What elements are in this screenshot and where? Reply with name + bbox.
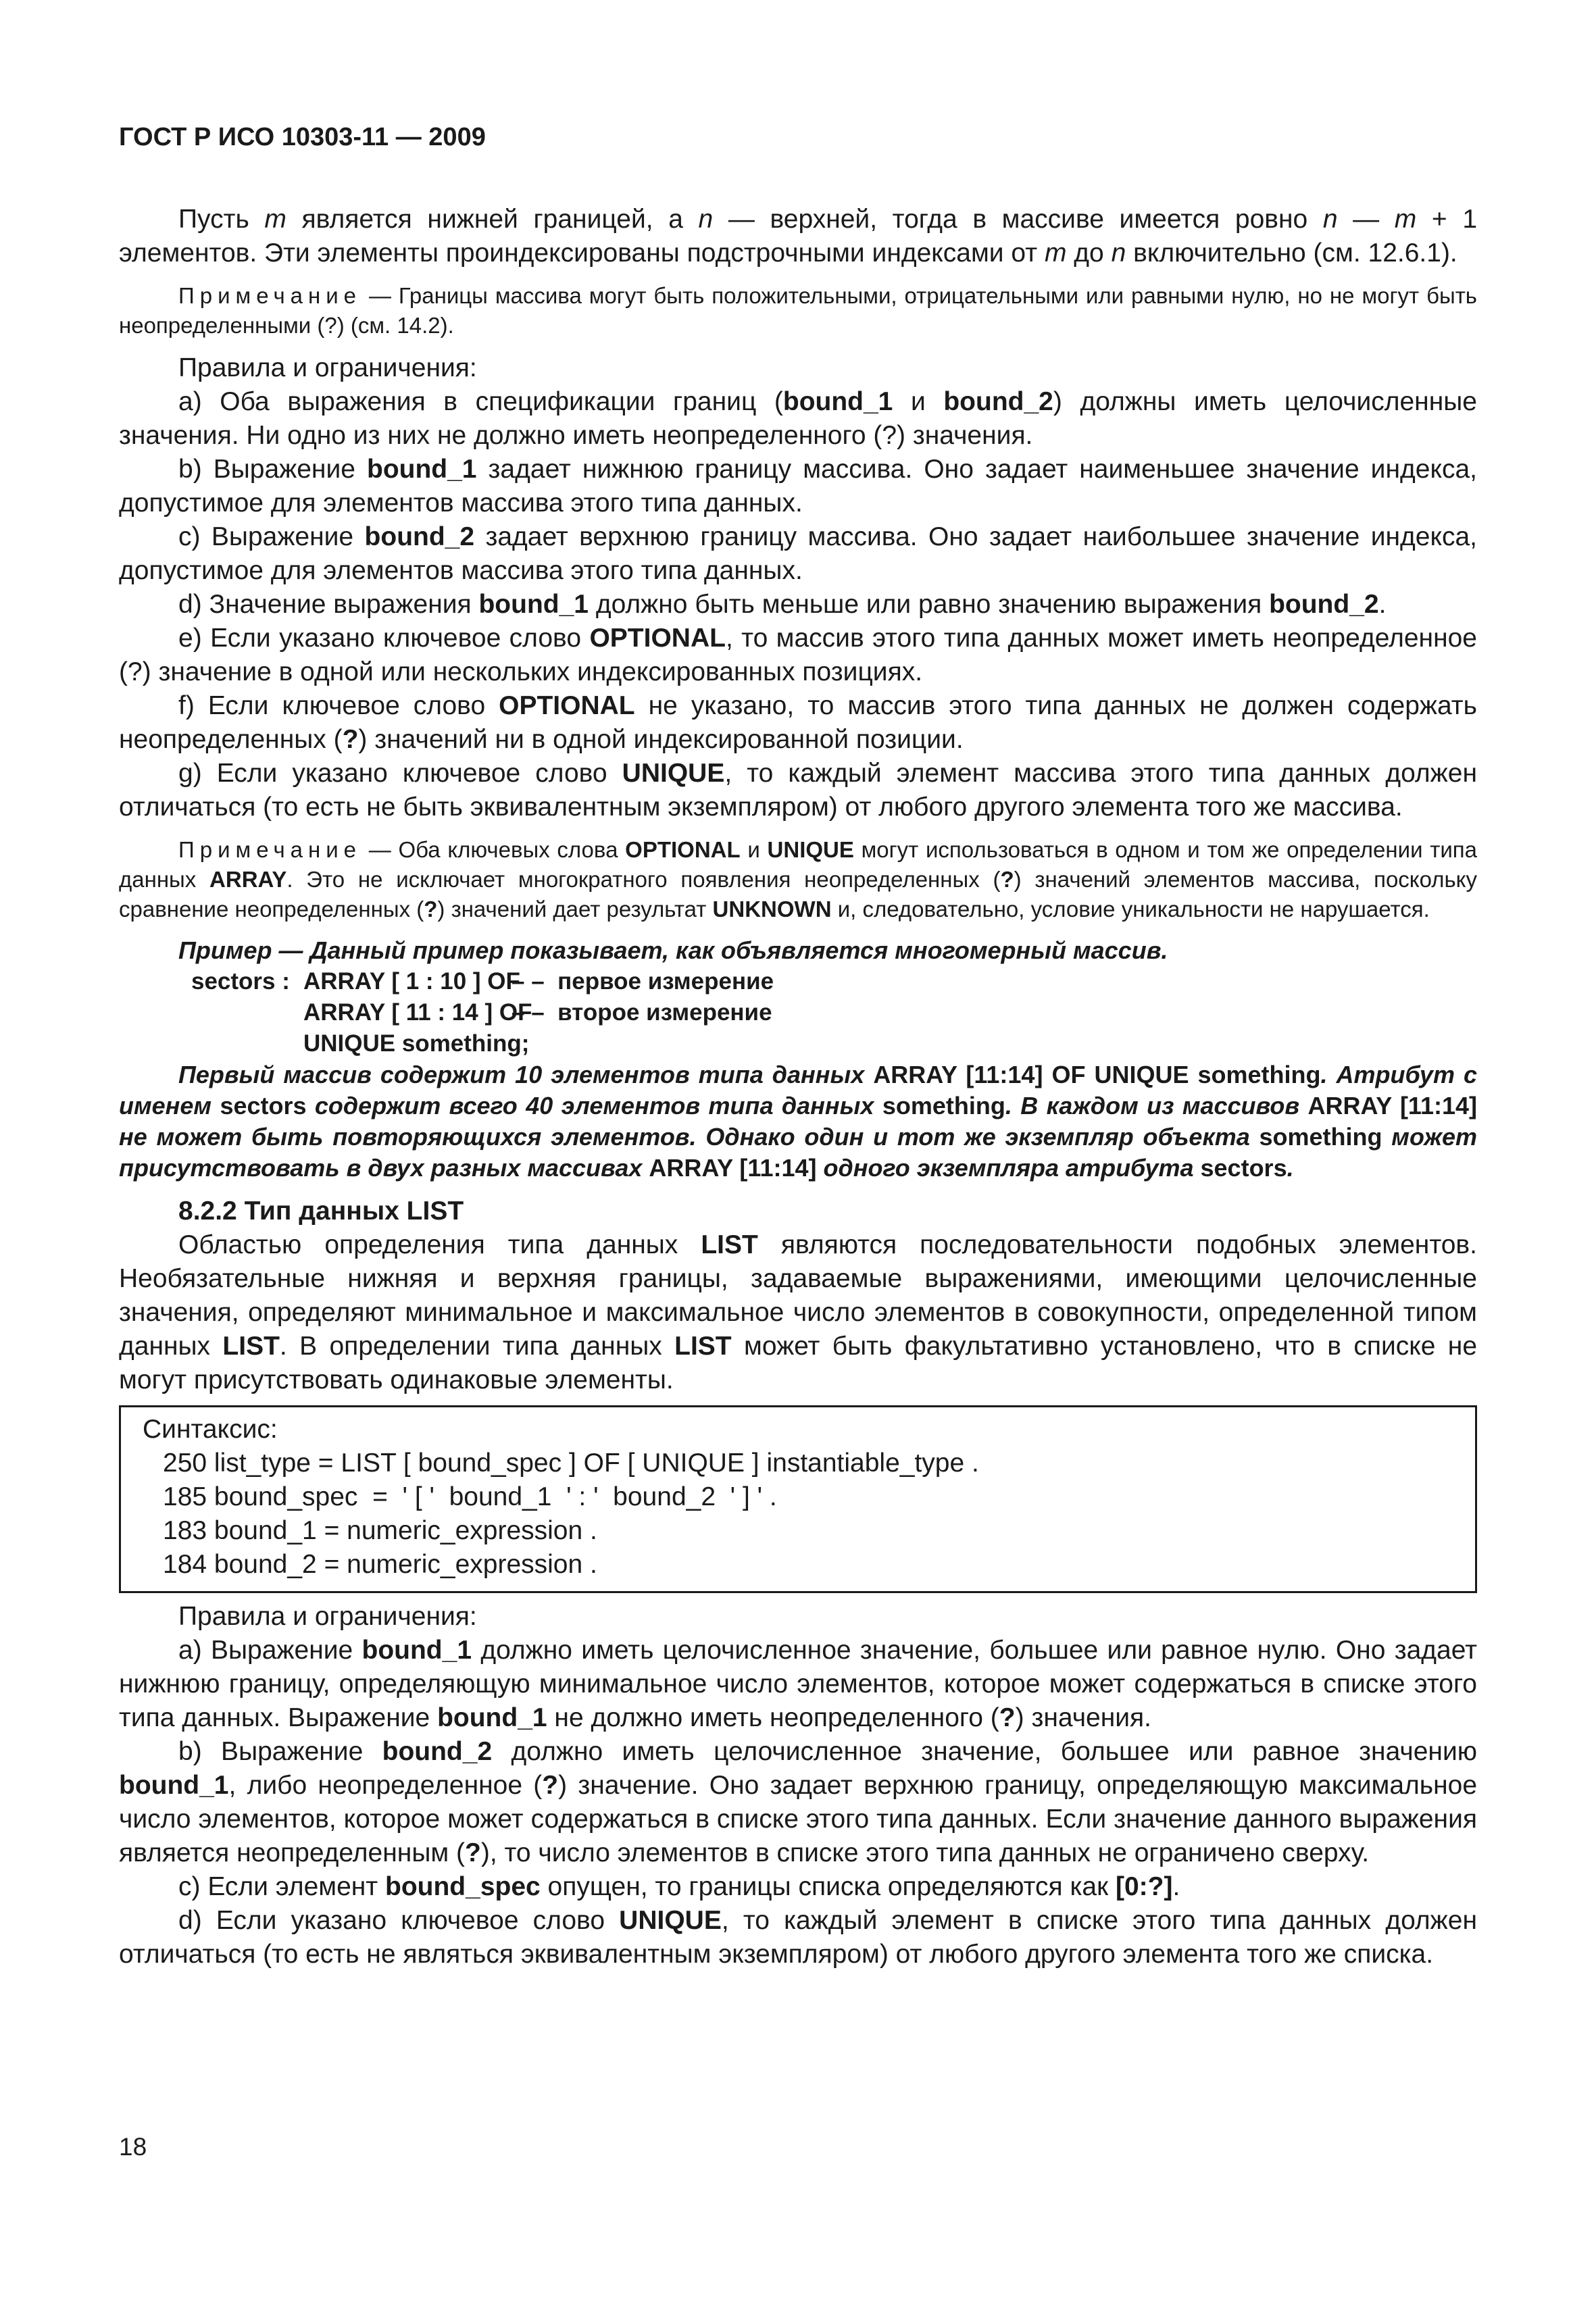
- syntax-box: [119, 1405, 1477, 1593]
- example-code: sectors : ARRAY [ 1 : 10 ] OF – – первое измерение ARRAY [ 11 : 14 ] OF – – второе измерение UNIQUE something;: [191, 968, 774, 1057]
- section-heading: 8.2.2 Тип данных LIST: [178, 1197, 464, 1226]
- page-content: [119, 203, 1477, 1971]
- rule-b: b) Выражение bound_2 должно иметь целочисленное значение, большее или равное значению bound_1, либо неопределенное (?) значение. Оно задает верхнюю границу, определяющую максимальное число элементов, которое может содержаться в списке этого типа данных. Если значение данного выражения является неопределенным (?), то число элементов в списке этого типа данных не ограничено сверху.: [119, 1737, 1478, 1867]
- page-header: ГОСТ Р ИСО 10303-11 — 2009: [119, 123, 486, 151]
- rule-b: b) Выражение bound_1 задает нижнюю границу массива. Оно задает наименьшее значение индекса, допустимое для элементов массива этого типа данных.: [119, 455, 1477, 518]
- syntax-title: Синтаксис:: [143, 1415, 278, 1444]
- rule-d: d) Если указано ключевое слово UNIQUE, то каждый элемент в списке этого типа данных должен отличаться (то есть не являться эквивалентным экземпляром) от любого другого элемента того же списка.: [119, 1906, 1477, 1969]
- rule-a: a) Выражение bound_1 должно иметь целочисленное значение, большее или равное нулю. Оно задает нижнюю границу, определяющую минимальное число элементов, которое может содержаться в списке этого типа данных. Выражение bound_1 не должно иметь неопределенного (?) значения.: [119, 1636, 1477, 1732]
- section-paragraph: Областью определения типа данных LIST являются последовательности подобных элементов. Необязательные нижняя и верхняя границы, задаваемые выражениями, имеющими целочисленные значения, определяют минимальное и максимальное число элементов в совокупности, определенной типом данных LIST. В определении типа данных LIST может быть факультативно установлено, что в списке не могут присутствовать одинаковые элементы.: [119, 1230, 1478, 1394]
- rule-e: e) Если указано ключевое слово OPTIONAL, то массив этого типа данных может иметь неопределенное (?) значение в одной или нескольких индексированных позициях.: [119, 624, 1477, 686]
- rule-d: d) Значение выражения bound_1 должно быть меньше или равно значению выражения bound_2.: [178, 590, 1387, 619]
- rule-a: a) Оба выражения в спецификации границ (bound_1 и bound_2) должны иметь целочисленные значения. Ни одно из них не должно иметь неопределенного (?) значения.: [119, 387, 1477, 450]
- example-title: Пример — Данный пример показывает, как объявляется многомерный массив.: [178, 936, 1168, 964]
- rules-title: Правила и ограничения:: [178, 1602, 477, 1631]
- rule-g: g) Если указано ключевое слово UNIQUE, то каждый элемент массива этого типа данных должен отличаться (то есть не быть эквивалентным экземпляром) от любого другого элемента того же массива.: [119, 759, 1477, 822]
- example-explanation: Первый массив содержит 10 элементов типа данных ARRAY [11:14] OF UNIQUE something. Атрибут с именем sectors содержит всего 40 элементов типа данных something. В каждом из массивов ARRAY [11:14] не может быть повторяющихся элементов. Однако один и тот же экземпляр объекта something может присутствовать в двух разных массивах ARRAY [11:14] одного экземпляра атрибута sectors.: [119, 1061, 1478, 1182]
- syntax-line: 184 bound_2 = numeric_expression .: [163, 1550, 597, 1579]
- note-optional-unique: Примечание — Оба ключевых слова OPTIONAL и UNIQUE могут использоваться в одном и том же определении типа данных ARRAY. Это не исключает многократного появления неопределенных (?) значений элементов массива, поскольку сравнение неопределенных (?) значений дает результат UNKNOWN и, следовательно, условие уникальности не нарушается.: [119, 837, 1477, 922]
- page-number: 18: [119, 2133, 147, 2161]
- rules-title: Правила и ограничения:: [178, 353, 477, 382]
- rule-c: c) Если элемент bound_spec опущен, то границы списка определяются как [0:?].: [178, 1872, 1180, 1901]
- rule-f: f) Если ключевое слово OPTIONAL не указано, то массив этого типа данных не должен содержать неопределенных (?) значений ни в одной индексированной позиции.: [119, 691, 1477, 754]
- syntax-line: 185 bound_spec = ' [ ' bound_1 ' : ' bound_2 ' ] ' .: [163, 1482, 777, 1511]
- syntax-line: 183 bound_1 = numeric_expression .: [163, 1516, 597, 1545]
- rule-c: c) Выражение bound_2 задает верхнюю границу массива. Оно задает наибольшее значение индекса, допустимое для элементов массива этого типа данных.: [119, 522, 1478, 585]
- note-bounds: Примечание — Границы массива могут быть положительными, отрицательными или равными нулю, но не могут быть неопределенными (?) (см. 14.2).: [119, 283, 1477, 338]
- intro-paragraph: Пусть m является нижней границей, а n — верхней, тогда в массиве имеется ровно n — m + 1 элементов. Эти элементы проиндексированы подстрочными индексами от m до n включительно (см. 12.6.1).: [119, 205, 1478, 268]
- syntax-line: 250 list_type = LIST [ bound_spec ] OF [ UNIQUE ] instantiable_type .: [163, 1449, 979, 1478]
